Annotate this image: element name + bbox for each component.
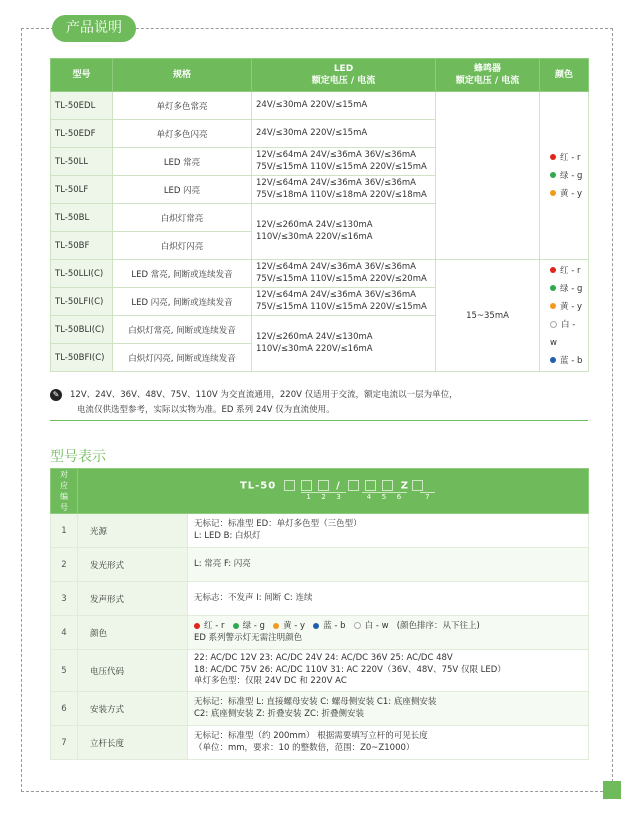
color-dot-green-icon xyxy=(550,285,556,291)
footnote-line-2: 电流仅供选型参考，实际以实物为准。ED 系列 24V 仅为直流使用。 xyxy=(77,405,335,415)
color-item: 黄 - y xyxy=(550,298,584,316)
rating-cell: 12V/≤64mA 24V/≤36mA 36V/≤36mA 75V/≤18mA 110V/≤18mA 220V/≤18mA xyxy=(252,176,436,204)
colors-cell-group2 xyxy=(540,260,589,372)
color-item: 绿 - g xyxy=(550,167,584,185)
options-cell: L: 常亮 F: 闪亮 xyxy=(188,548,589,582)
corner-square xyxy=(603,781,621,799)
model-cell: TL-50EDL xyxy=(51,92,113,120)
options-cell: 红 - r 绿 - g 黄 - y 蓝 - b 白 - w (颜色排序：从下往上) ED 系列警示灯无需注明颜色 xyxy=(188,616,589,650)
model-cell: TL-50BL xyxy=(51,204,113,232)
spec-cell: 白炽灯常亮 xyxy=(113,204,252,232)
model-cell: TL-50LF xyxy=(51,176,113,204)
rating-cell: 12V/≤260mA 24V/≤130mA 110V/≤30mA 220V/≤16mA xyxy=(252,316,436,372)
spec-cell: 白炽灯闪亮 xyxy=(113,232,252,260)
color-dot-yellow-icon xyxy=(273,623,279,629)
color-dot-white-icon xyxy=(550,321,557,328)
rating-cell: 24V/≤30mA 220V/≤15mA xyxy=(252,120,436,148)
header-buzzer: 蜂鸣器 额定电压 / 电流 xyxy=(436,59,540,92)
colors-cell-group1 xyxy=(540,92,589,260)
color-dot-blue-icon xyxy=(313,623,319,629)
spec-cell: LED 闪亮 xyxy=(113,176,252,204)
options-cell: 无标志：不发声 I: 间断 C: 连续 xyxy=(188,582,589,616)
color-dot-blue-icon xyxy=(550,357,556,363)
model-cell: TL-50BF xyxy=(51,232,113,260)
color-item: 蓝 - b xyxy=(550,352,584,370)
model-cell: TL-50LLI(C) xyxy=(51,260,113,288)
color-item: 红 - r xyxy=(550,149,584,167)
color-dot-green-icon xyxy=(550,172,556,178)
footnote xyxy=(50,388,590,418)
rating-cell: 12V/≤64mA 24V/≤36mA 36V/≤36mA 75V/≤15mA 110V/≤15mA 220V/≤20mA xyxy=(252,260,436,288)
color-dot-white-icon xyxy=(354,622,361,629)
code-position-labels: 1 2 3 4 5 6 7 xyxy=(154,492,582,502)
options-cell: 无标记：标准型（约 200mm） 根据需要填写立杆的可见长度 （单位：mm，要求：10 的整数倍，范围：Z0~Z1000） xyxy=(188,726,589,760)
spec-table-header xyxy=(51,59,589,92)
code-slot-box xyxy=(284,480,295,491)
model-cell: TL-50BLI(C) xyxy=(51,316,113,344)
code-table-header xyxy=(51,469,589,514)
color-item: 白 - w xyxy=(550,319,576,348)
spec-cell: 白炽灯常亮, 间断或连续发音 xyxy=(113,316,252,344)
spec-table xyxy=(50,58,589,372)
color-dot-yellow-icon xyxy=(550,303,556,309)
model-code-table xyxy=(50,468,589,760)
options-cell: 无标记：标准型 ED：单灯多色型（三色型） L: LED B: 白炽灯 xyxy=(188,514,589,548)
color-dot-red-icon xyxy=(550,267,556,273)
color-item: 黄 - y xyxy=(550,185,584,203)
rating-cell: 12V/≤260mA 24V/≤130mA 110V/≤30mA 220V/≤16mA xyxy=(252,204,436,260)
spec-cell: LED 常亮, 间断或连续发音 xyxy=(113,260,252,288)
code-slot-box xyxy=(348,480,359,491)
table-row: 5 电压代码 22: AC/DC 12V 23: AC/DC 24V 24: AC/DC 36V 25: AC/DC 48V 18: AC/DC 75V 26: AC/DC 110V 31: AC 220V（36V、48V、75V 仅限 LED） 单灯多色型：仅限 24V DC 和 220V AC xyxy=(51,650,589,692)
buzzer-cell: 15~35mA xyxy=(436,260,540,372)
table-row: 6 安装方式 无标记：标准型 L: 直接螺母安装 C: 螺母侧安装 C1: 底座侧安装 C2: 底座侧安装 Z: 折叠安装 ZC: 折叠侧安装 xyxy=(51,692,589,726)
spec-cell: 单灯多色常亮 xyxy=(113,92,252,120)
header-spec: 规格 xyxy=(113,59,252,92)
color-dot-yellow-icon xyxy=(550,190,556,196)
color-item: 绿 - g xyxy=(550,280,584,298)
header-color: 颜色 xyxy=(540,59,589,92)
color-dot-green-icon xyxy=(233,623,239,629)
rating-cell: 12V/≤64mA 24V/≤36mA 36V/≤36mA 75V/≤15mA 110V/≤15mA 220V/≤15mA xyxy=(252,288,436,316)
note-icon: ✎ xyxy=(50,389,62,401)
spec-cell: LED 闪亮, 间断或连续发音 xyxy=(113,288,252,316)
header-led: LED 额定电压 / 电流 xyxy=(252,59,436,92)
section-title-model-code: 型号表示 xyxy=(50,449,106,465)
section-tab-product-description: 产品说明 xyxy=(52,15,136,42)
buzzer-cell-empty xyxy=(436,92,540,260)
footnote-line-1: ✎ 12V、24V、36V、48V、75V、110V 为交直流通用，220V 仅适用于交流，额定电流以一层为单位， xyxy=(50,388,590,403)
table-row xyxy=(51,92,589,120)
code-slot-box xyxy=(365,480,376,491)
table-row xyxy=(51,260,589,288)
table-row: 7 立杆长度 无标记：标准型（约 200mm） 根据需要填写立杆的可见长度 （单位：mm，要求：10 的整数倍，范围：Z0~Z1000） xyxy=(51,726,589,760)
header-model: 型号 xyxy=(51,59,113,92)
spec-cell: LED 常亮 xyxy=(113,148,252,176)
code-slot-box xyxy=(318,480,329,491)
color-item: 红 - r xyxy=(550,262,584,280)
code-slot-box xyxy=(412,480,423,491)
rating-cell: 12V/≤64mA 24V/≤36mA 36V/≤36mA 75V/≤15mA 110V/≤15mA 220V/≤15mA xyxy=(252,148,436,176)
code-format xyxy=(78,469,589,514)
spec-cell: 单灯多色闪亮 xyxy=(113,120,252,148)
model-cell: TL-50EDF xyxy=(51,120,113,148)
code-slot-box xyxy=(382,480,393,491)
divider-line xyxy=(50,420,588,421)
spec-cell: 白炽灯闪亮, 间断或连续发音 xyxy=(113,344,252,372)
model-cell: TL-50LL xyxy=(51,148,113,176)
code-format-line: TL-50 / Z xyxy=(84,480,582,492)
model-cell: TL-50BFI(C) xyxy=(51,344,113,372)
table-row: 2 发光形式 L: 常亮 F: 闪亮 xyxy=(51,548,589,582)
rating-cell: 24V/≤30mA 220V/≤15mA xyxy=(252,92,436,120)
options-cell: 22: AC/DC 12V 23: AC/DC 24V 24: AC/DC 36V 25: AC/DC 48V 18: AC/DC 75V 26: AC/DC 110V 31: AC 220V（36V、48V、75V 仅限 LED） 单灯多色型：仅限 24V DC 和 220V AC xyxy=(188,650,589,692)
header-index: 对应 编号 xyxy=(51,469,78,514)
color-dot-red-icon xyxy=(550,154,556,160)
table-row: 4 颜色 红 - r 绿 - g 黄 - y 蓝 - b 白 - w (颜色排序：从下往上) ED 系列警示灯无需注明颜色 xyxy=(51,616,589,650)
options-cell: 无标记：标准型 L: 直接螺母安装 C: 螺母侧安装 C1: 底座侧安装 C2: 底座侧安装 Z: 折叠安装 ZC: 折叠侧安装 xyxy=(188,692,589,726)
model-cell: TL-50LFI(C) xyxy=(51,288,113,316)
table-row: 3 发声形式 无标志：不发声 I: 间断 C: 连续 xyxy=(51,582,589,616)
table-row: 1 光源 无标记：标准型 ED：单灯多色型（三色型） L: LED B: 白炽灯 xyxy=(51,514,589,548)
code-slot-box xyxy=(301,480,312,491)
color-dot-red-icon xyxy=(194,623,200,629)
